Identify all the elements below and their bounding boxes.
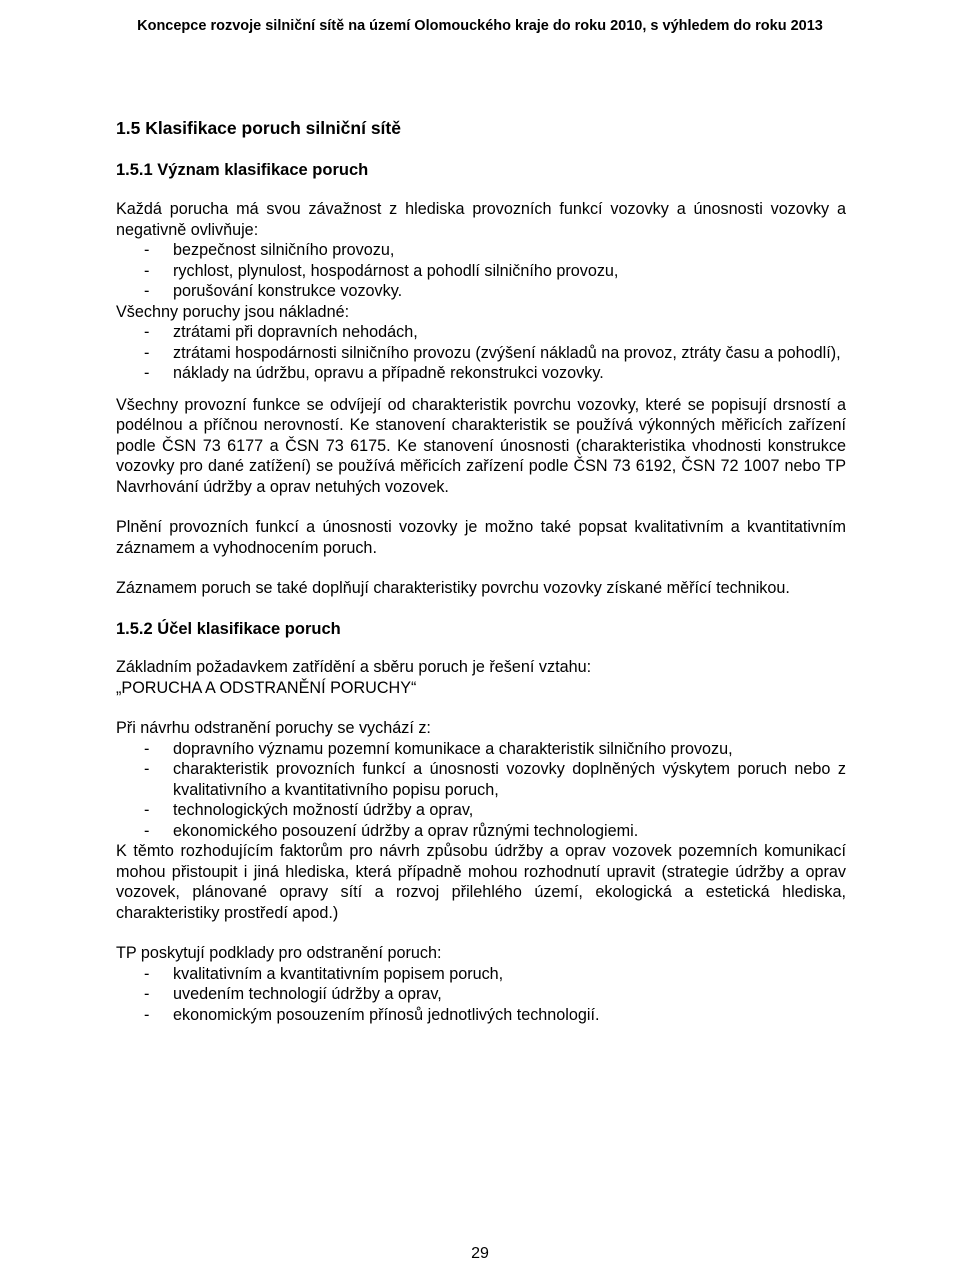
list-item: - ekonomického posouzení údržby a oprav různými technologiemi. [116,821,846,842]
page-header: Koncepce rozvoje silniční sítě na území Olomouckého kraje do roku 2010, s výhledem do roku 2013 [137,18,823,34]
paragraph: Plnění provozních funkcí a únosnosti vozovky je možno také popsat kvalitativním a kvantitativním záznamem a vyhodnocením poruch. [116,518,846,557]
influence-list [116,240,846,302]
list-item: - dopravního významu pozemní komunikace a charakteristik silničního provozu, [116,739,846,760]
list-item: - kvalitativním a kvantitativním popisem poruch, [116,964,846,985]
paragraph: TP poskytují podklady pro odstranění poruch: [116,944,442,962]
list-item: - náklady na údržbu, opravu a případně rekonstrukci vozovky. [116,363,846,384]
list-item: - rychlost, plynulost, hospodárnost a pohodlí silničního provozu, [116,261,846,282]
list-item: - ekonomickým posouzením přínosů jednotlivých technologií. [116,1005,846,1026]
list-item: - ztrátami při dopravních nehodách, [116,322,846,343]
design-list [116,739,846,842]
paragraph: Všechny poruchy jsou nákladné: [116,302,350,321]
relation-text: „PORUCHA A ODSTRANĚNÍ PORUCHY“ [116,678,417,697]
subsection-heading-1: 1.5.1 Význam klasifikace poruch [116,160,369,179]
paragraph: K těmto rozhodujícím faktorům pro návrh způsobu údržby a oprav vozovek pozemních komunikací mohou přistoupit i jiná hlediska, která případně mohou rozhodnutí upravit (strategie údržby a oprav vozovek, plánované opravy sítí a rozvoj přilehlého území, ekologická a estetická hlediska, charakteristiky prostředí apod.) [116,842,846,922]
paragraph: Všechny provozní funkce se odvíjejí od charakteristik povrchu vozovky, které se popisují drsností a podélnou a příčnou nerovností. Ke stanovení charakteristik se používá výkonných měřicích zařízení podle ČSN 73 6177 a ČSN 73 6175. Ke stanovení únosnosti (charakteristika vhodnosti konstrukce vozovky pro dané zatížení) se používá měřicích zařízení podle ČSN 73 6192, ČSN 72 1007 nebo TP Navrhování údržby a oprav netuhých vozovek. [116,395,846,496]
paragraph: Při návrhu odstranění poruchy se vychází z: [116,719,431,737]
section-heading: 1.5 Klasifikace poruch silniční sítě [116,118,401,138]
paragraph: Základním požadavkem zatřídění a sběru poruch je řešení vztahu: [116,658,592,676]
page-content [116,118,846,1025]
paragraph: Záznamem poruch se také doplňují charakteristiky povrchu vozovky získané měřící technikou. [116,579,790,597]
paragraph: Každá porucha má svou závažnost z hlediska provozních funkcí vozovky a únosnosti vozovky a negativně ovlivňuje: [116,200,846,239]
tp-list [116,964,846,1026]
list-item: - porušování konstrukce vozovky. [116,281,846,302]
costs-list [116,322,846,384]
list-item: - uvedením technologií údržby a oprav, [116,984,846,1005]
list-item: - bezpečnost silničního provozu, [116,240,846,261]
subsection-heading-2: 1.5.2 Účel klasifikace poruch [116,619,341,638]
list-item: - technologických možností údržby a oprav, [116,800,846,821]
list-item: - charakteristik provozních funkcí a únosnosti vozovky doplněných výskytem poruch nebo z kvalitativního a kvantitativního popisu poruch, [116,759,846,800]
list-item: - ztrátami hospodárnosti silničního provozu (zvýšení nákladů na provoz, ztráty času a pohodlí), [116,343,846,364]
page-number: 29 [471,1245,489,1262]
